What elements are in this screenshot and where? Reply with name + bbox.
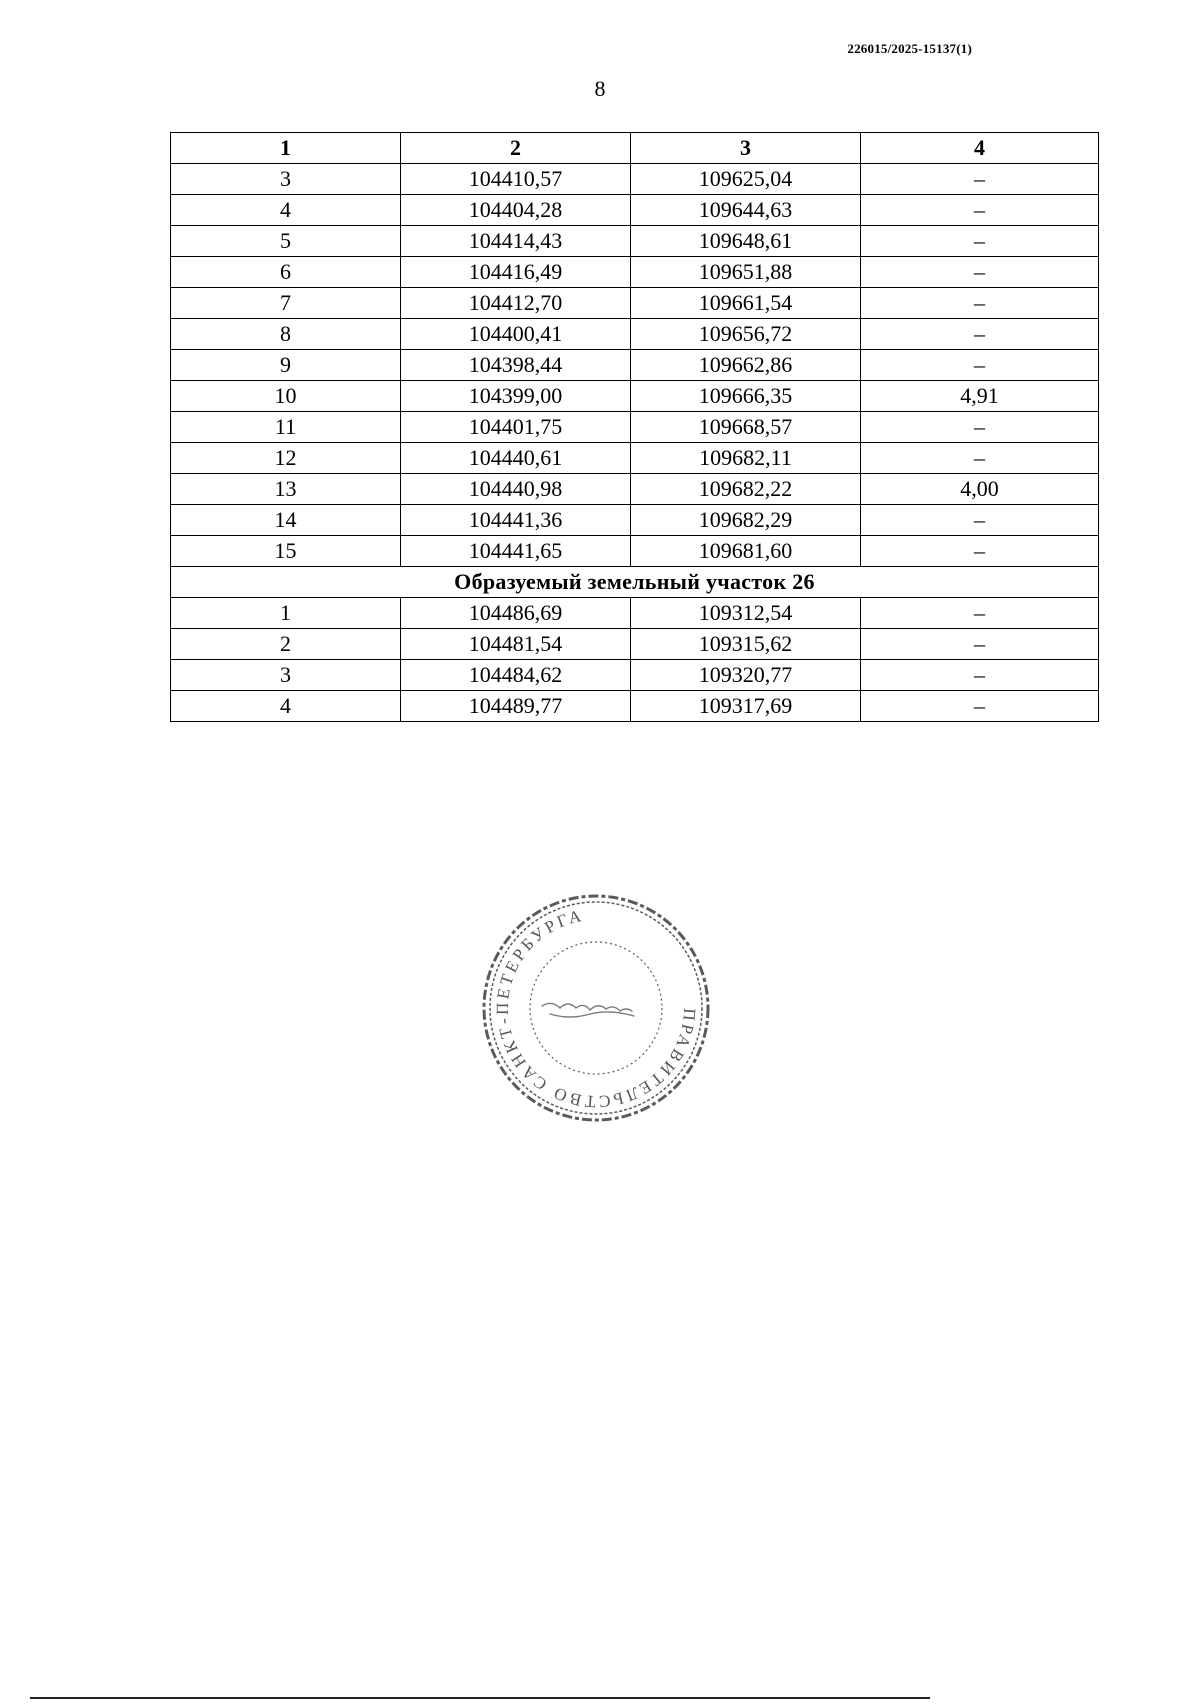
table-cell: 104441,65 [401, 536, 631, 567]
column-header: 2 [401, 133, 631, 164]
table-cell: 104398,44 [401, 350, 631, 381]
table-cell: 104441,36 [401, 505, 631, 536]
table-cell: – [861, 288, 1099, 319]
table-cell: – [861, 412, 1099, 443]
table-cell: 4,91 [861, 381, 1099, 412]
table-cell: 4 [171, 195, 401, 226]
table-cell: 11 [171, 412, 401, 443]
table-cell: 7 [171, 288, 401, 319]
table-cell: 8 [171, 319, 401, 350]
table-cell: – [861, 660, 1099, 691]
table-cell: 109625,04 [631, 164, 861, 195]
table-cell: 104412,70 [401, 288, 631, 319]
table-cell: 109661,54 [631, 288, 861, 319]
table-cell: 10 [171, 381, 401, 412]
table-cell: 3 [171, 164, 401, 195]
official-seal [478, 890, 714, 1126]
table-cell: 104399,00 [401, 381, 631, 412]
table-cell: 5 [171, 226, 401, 257]
table-row [171, 226, 1099, 257]
table-cell: 1 [171, 598, 401, 629]
table-row [171, 505, 1099, 536]
table-row [171, 350, 1099, 381]
table-cell: 109668,57 [631, 412, 861, 443]
table-cell: 104400,41 [401, 319, 631, 350]
table-row [171, 195, 1099, 226]
table-cell: 109681,60 [631, 536, 861, 567]
table-row [171, 257, 1099, 288]
table-cell: 14 [171, 505, 401, 536]
table-row [171, 381, 1099, 412]
table-cell: – [861, 350, 1099, 381]
section-row [171, 567, 1099, 598]
table-cell: 104404,28 [401, 195, 631, 226]
page-bottom-rule [30, 1697, 930, 1699]
table-cell: – [861, 226, 1099, 257]
table-cell: – [861, 195, 1099, 226]
table-cell: – [861, 443, 1099, 474]
table-cell: 104481,54 [401, 629, 631, 660]
table-body [171, 164, 1099, 722]
table-cell: 9 [171, 350, 401, 381]
table-row [171, 288, 1099, 319]
table-cell: 2 [171, 629, 401, 660]
table-row [171, 412, 1099, 443]
table-cell: 109656,72 [631, 319, 861, 350]
table-cell: 109648,61 [631, 226, 861, 257]
table-row [171, 691, 1099, 722]
table-cell: 4,00 [861, 474, 1099, 505]
table-row [171, 164, 1099, 195]
table-cell: 104410,57 [401, 164, 631, 195]
table-cell: 109320,77 [631, 660, 861, 691]
table-cell: 104486,69 [401, 598, 631, 629]
table-row [171, 660, 1099, 691]
table-cell: – [861, 691, 1099, 722]
table-row [171, 474, 1099, 505]
column-header: 1 [171, 133, 401, 164]
table-cell: 104484,62 [401, 660, 631, 691]
table-header-row [171, 133, 1099, 164]
page-number: 8 [594, 76, 606, 101]
table-cell: 3 [171, 660, 401, 691]
table-row [171, 319, 1099, 350]
table-cell: 109682,11 [631, 443, 861, 474]
table-cell: 109644,63 [631, 195, 861, 226]
table-cell: 109315,62 [631, 629, 861, 660]
svg-text:ПРАВИТЕЛЬСТВО САНКТ-ПЕТЕРБУРГА: ПРАВИТЕЛЬСТВО САНКТ-ПЕТЕРБУРГА [492, 905, 700, 1112]
table-cell: 109651,88 [631, 257, 861, 288]
table-cell: – [861, 536, 1099, 567]
table-cell: 109317,69 [631, 691, 861, 722]
table-cell: 104489,77 [401, 691, 631, 722]
coordinates-table [170, 132, 1099, 722]
column-header: 3 [631, 133, 861, 164]
table-row [171, 629, 1099, 660]
table-cell: 15 [171, 536, 401, 567]
table-cell: 6 [171, 257, 401, 288]
table-cell: 109682,22 [631, 474, 861, 505]
table-cell: – [861, 164, 1099, 195]
document-registration-number: 226015/2025-15137(1) [847, 41, 972, 56]
table-cell: 12 [171, 443, 401, 474]
table-cell: – [861, 257, 1099, 288]
table-cell: 104440,61 [401, 443, 631, 474]
table-cell: – [861, 629, 1099, 660]
table-cell: 109666,35 [631, 381, 861, 412]
table-cell: – [861, 319, 1099, 350]
table-cell: 13 [171, 474, 401, 505]
table-row [171, 443, 1099, 474]
table-cell: 109662,86 [631, 350, 861, 381]
table-cell: 104414,43 [401, 226, 631, 257]
table-cell: 104440,98 [401, 474, 631, 505]
table-cell: 4 [171, 691, 401, 722]
table-cell: 104416,49 [401, 257, 631, 288]
table-cell: 104401,75 [401, 412, 631, 443]
table-row [171, 598, 1099, 629]
section-title: Образуемый земельный участок 26 [171, 567, 1099, 598]
table-cell: 109682,29 [631, 505, 861, 536]
column-header: 4 [861, 133, 1099, 164]
table-cell: – [861, 598, 1099, 629]
table-cell: 109312,54 [631, 598, 861, 629]
table-cell: – [861, 505, 1099, 536]
table-row [171, 536, 1099, 567]
